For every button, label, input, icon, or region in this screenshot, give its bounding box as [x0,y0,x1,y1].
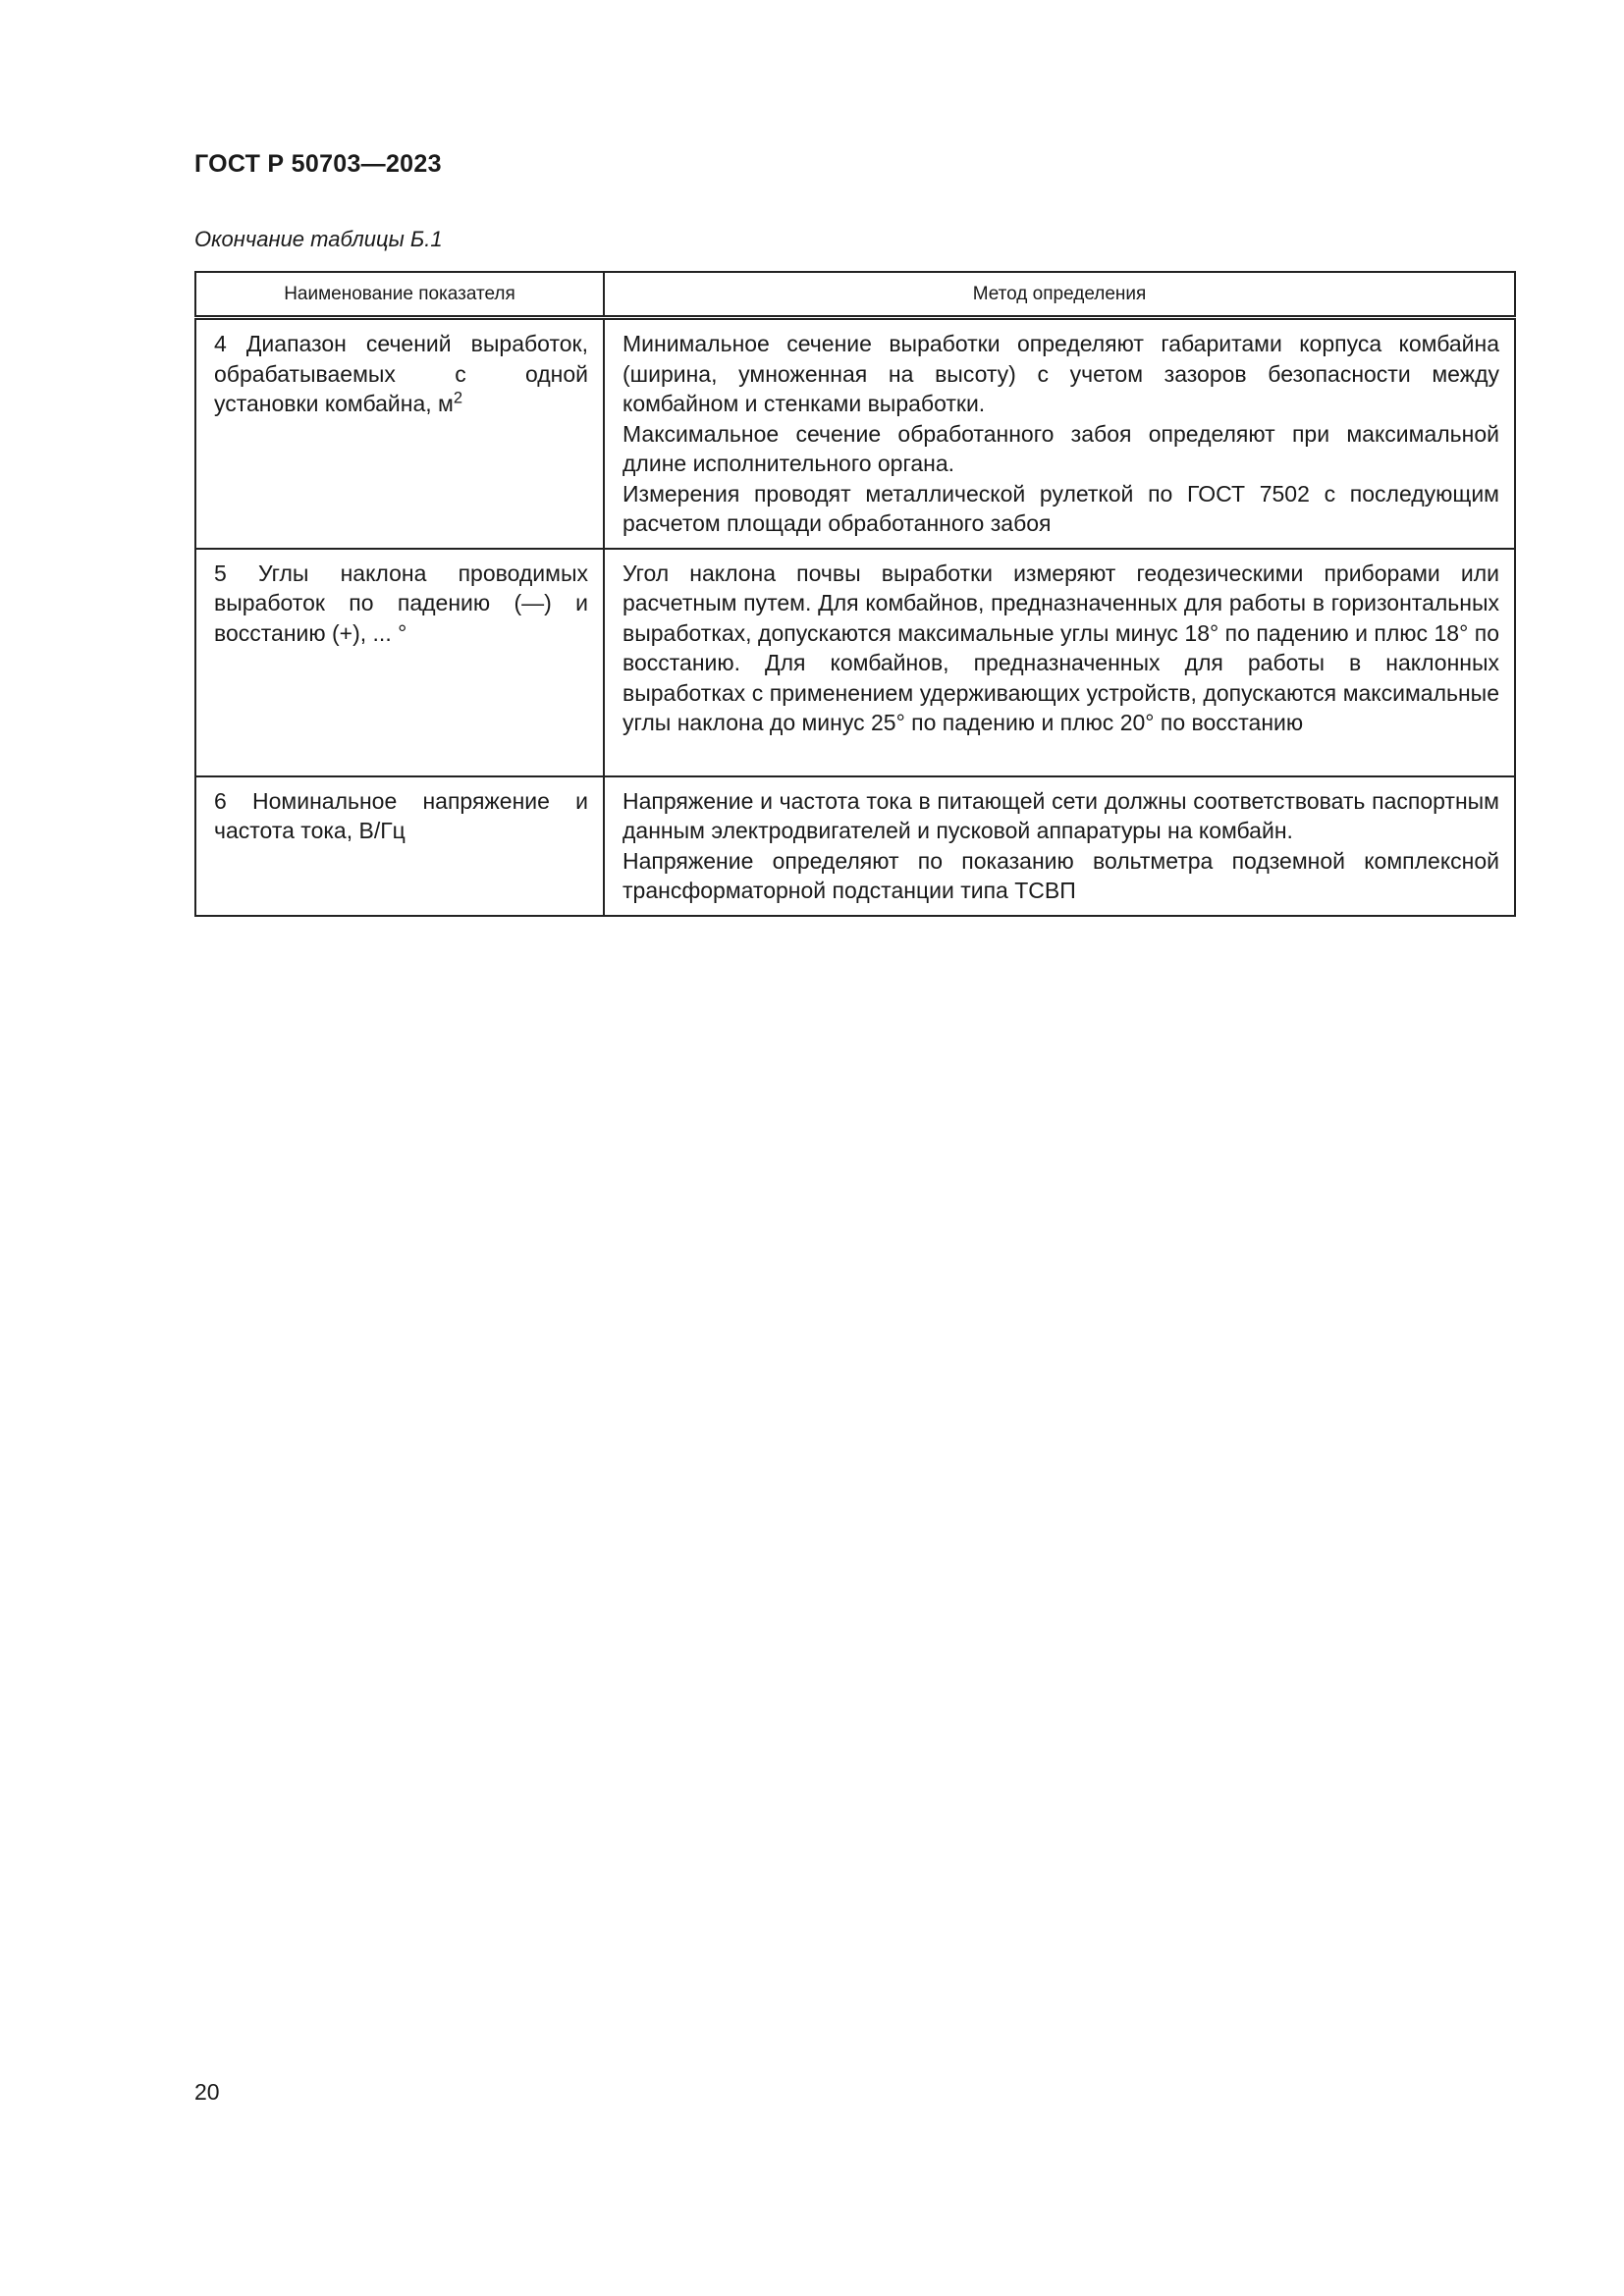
method-paragraph: Измерения проводят металлической рулеткой по ГОСТ 7502 с последующим расчетом площади обработанного забоя [623,480,1499,536]
method-cell [604,776,1515,916]
table-row [195,776,1515,916]
method-paragraph: Напряжение и частота тока в питающей сети должны соответствовать паспортным данным электродвигателей и пусковой аппаратуры на комбайн. [623,787,1499,843]
unit-superscript: 2 [453,388,463,407]
column-header-method: Метод определения [604,272,1515,318]
table-header [195,272,1515,318]
indicator-name: 6 Номинальное напряжение и частота тока, В/Гц [214,787,588,843]
method-cell [604,318,1515,549]
method-paragraph: Угол наклона почвы выработки измеряют геодезическими приборами или расчетным путем. Для комбайнов, предназначенных для работы в горизонтальных выработках, допускаются максимальные углы минус 18° по падению и плюс 18° по восстанию. Для комбайнов, предназначенных для работы в наклонных выработках с применением удерживающих устройств, допускаются максимальные углы наклона до минус 25° по падению и плюс 20° по восстанию [623,560,1499,735]
indicator-name-cell [195,318,604,549]
column-header-indicator: Наименование показателя [195,272,604,318]
method-paragraph: Минимальное сечение выработки определяют габаритами корпуса комбайна (ширина, умноженная на высоту) с учетом зазоров безопасности между комбайном и стенками выработки. [623,331,1499,416]
table-row [195,318,1515,549]
indicator-name-cell [195,776,604,916]
table-row [195,549,1515,776]
indicator-name: 5 Углы наклона проводимых выработок по падению (—) и восстанию (+), ... ° [214,560,588,646]
method-cell [604,549,1515,776]
table-caption: Окончание таблицы Б.1 [194,227,443,251]
method-paragraph: Максимальное сечение обработанного забоя определяют при максимальной длине исполнительного органа. [623,420,1499,476]
indicator-name: 4 Диапазон сечений выработок, обрабатываемых с одной установки комбайна, м [214,331,588,416]
method-paragraph: Напряжение определяют по показанию вольтметра подземной комплексной трансформаторной подстанции типа ТСВП [623,847,1499,903]
page-number: 20 [194,2079,220,2105]
indicators-table [194,271,1516,917]
indicator-name-cell [195,549,604,776]
document-code: ГОСТ Р 50703—2023 [194,150,442,178]
